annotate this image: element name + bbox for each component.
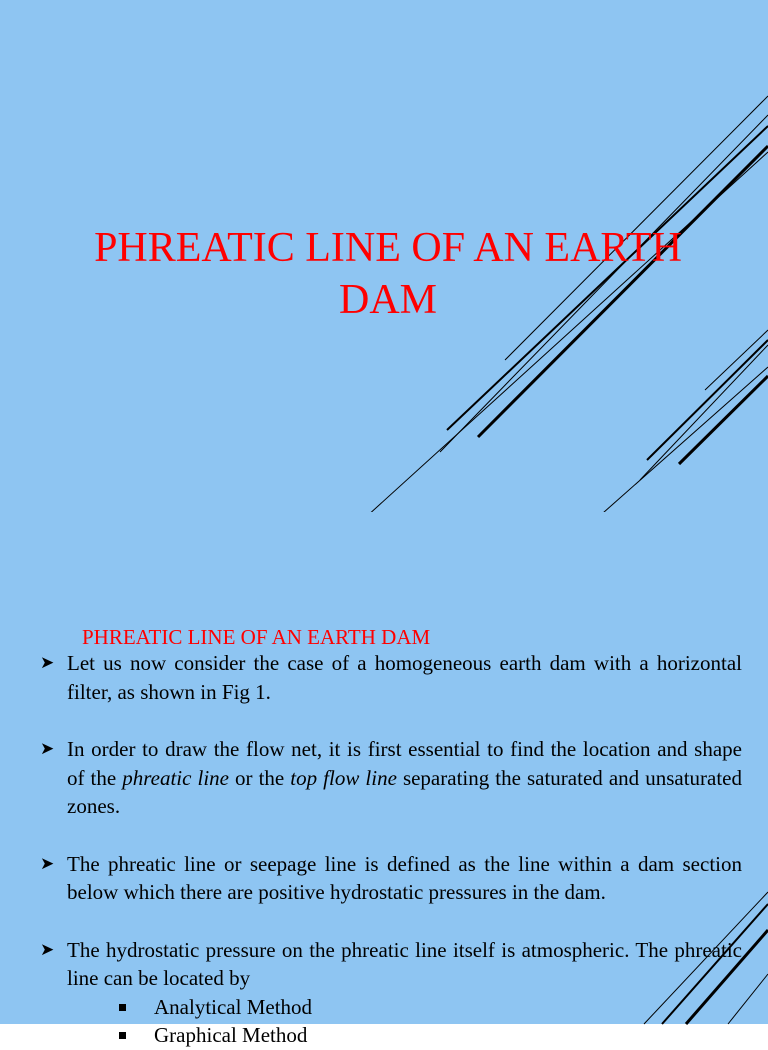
bullet-item xyxy=(40,850,742,907)
bullet-item xyxy=(40,735,742,821)
bullet-item xyxy=(40,649,742,706)
bullet-list xyxy=(40,649,742,1050)
decorative-line xyxy=(366,152,768,517)
emphasis-top-flow-line: top flow line xyxy=(290,765,397,790)
square-bullet-icon xyxy=(119,1004,126,1011)
arrow-bullet-icon: ➤ xyxy=(40,653,55,672)
bullet-item xyxy=(40,936,742,1050)
bullet-text: Let us now consider the case of a homogeneous earth dam with a horizontal filter, as shown in Fig 1. xyxy=(67,651,742,704)
bullet-text: or the xyxy=(229,765,291,790)
decorative-line xyxy=(640,345,768,480)
decorative-line xyxy=(679,376,768,464)
arrow-bullet-icon: ➤ xyxy=(40,739,55,758)
sub-bullet-item xyxy=(67,993,742,1022)
bullet-text: In order to draw the flow net, it is first essential to find the location and shape of the xyxy=(67,737,742,790)
arrow-bullet-icon: ➤ xyxy=(40,939,55,959)
bullet-text: The phreatic line or seepage line is defined as the line within a dam section below which there are positive hydrostatic pressures in the dam. xyxy=(67,851,742,904)
content-slide xyxy=(0,512,768,1047)
decorative-line xyxy=(647,340,768,460)
section-heading: PHREATIC LINE OF AN EARTH DAM xyxy=(82,625,431,649)
sub-bullet-text: Analytical Method xyxy=(154,994,313,1019)
square-bullet-icon xyxy=(119,1032,126,1039)
emphasis-phreatic-line: phreatic line xyxy=(122,765,229,790)
sub-bullet-list xyxy=(67,993,742,1050)
decorative-line xyxy=(705,330,768,390)
sub-bullet-text: Graphical Method xyxy=(154,1023,308,1047)
bullet-text: separating the saturated and unsaturated zones. xyxy=(67,765,742,818)
arrow-bullet-icon: ➤ xyxy=(40,853,55,873)
bullet-text: The hydrostatic pressure on the phreatic line itself is atmospheric. The phreatic line can be located by xyxy=(67,937,742,990)
slide-title: PHREATIC LINE OF AN EARTH DAM xyxy=(94,225,682,323)
title-slide xyxy=(0,0,768,512)
sub-bullet-item xyxy=(67,1021,742,1050)
